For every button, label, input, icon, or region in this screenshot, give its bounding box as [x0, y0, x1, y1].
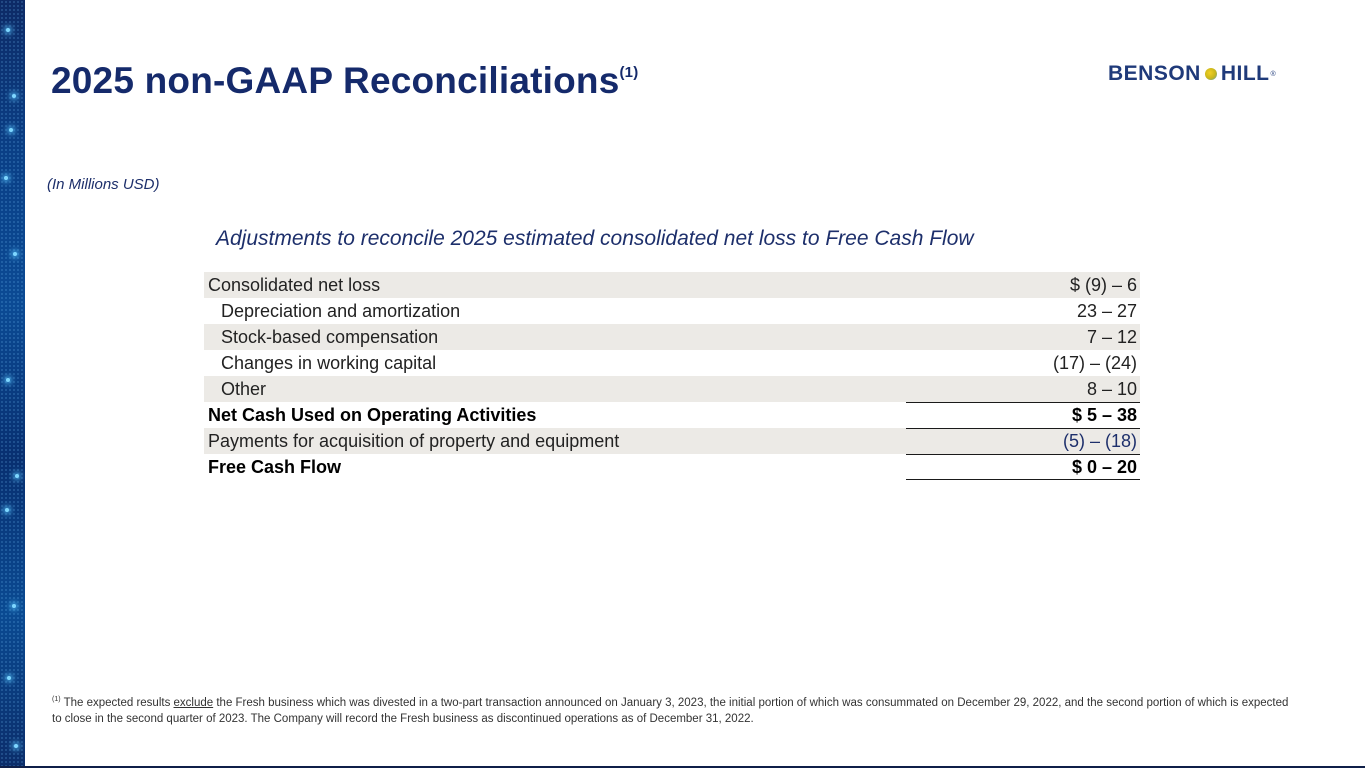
glow-dot — [7, 676, 11, 680]
table-heading: Adjustments to reconcile 2025 estimated consolidated net loss to Free Cash Flow — [216, 227, 974, 250]
glow-dot — [9, 128, 13, 132]
row-value: $ 0 – 20 — [1071, 456, 1137, 477]
row-value: 7 – 12 — [1086, 326, 1137, 347]
side-strip-dot-grid — [0, 0, 25, 766]
table-row — [204, 376, 1140, 402]
glow-dot — [6, 378, 10, 382]
glow-dot — [13, 252, 17, 256]
table-row — [204, 428, 1140, 454]
table-row — [204, 324, 1140, 350]
row-label: Changes in working capital — [221, 352, 437, 373]
glow-dot — [15, 474, 19, 478]
table-row-subtotal — [204, 402, 1140, 428]
table-row — [204, 272, 1140, 298]
footnote — [52, 692, 1292, 727]
row-label: Depreciation and amortization — [221, 300, 461, 321]
row-value: 8 – 10 — [1086, 378, 1137, 399]
row-label: Consolidated net loss — [208, 274, 381, 295]
glow-dot — [4, 176, 8, 180]
page-title-text: 2025 non-GAAP Reconciliations — [51, 60, 620, 101]
decorative-side-strip — [0, 0, 25, 766]
row-value: $ (9) – 6 — [1069, 274, 1137, 295]
row-value: (5) – (18) — [1062, 430, 1137, 451]
row-label: Other — [221, 378, 267, 399]
row-label: Payments for acquisition of property and equipment — [208, 430, 620, 451]
registered-mark: ® — [1270, 70, 1277, 78]
logo-text-left: BENSON — [1108, 62, 1201, 85]
row-label: Net Cash Used on Operating Activities — [208, 404, 537, 425]
row-value: $ 5 – 38 — [1071, 404, 1137, 425]
page-title — [51, 60, 638, 102]
footnote-text-start: The expected results — [63, 697, 174, 709]
footnote-underlined-word: exclude — [173, 697, 214, 709]
units-note: (In Millions USD) — [47, 176, 160, 193]
table-row — [204, 298, 1140, 324]
table-row — [204, 350, 1140, 376]
glow-dot — [14, 744, 18, 748]
footnote-text-rest: the Fresh business which was divested in a two-part transaction announced on January 3, 2023, the initial portion of which was consummated on December 29, 2022, and the second portion of which is expected to close in the second quarter of 2023. The Company will record the Fresh business as discontinued operations as of December 31, 2022. — [52, 697, 1289, 725]
total-top-rule — [906, 454, 1140, 455]
row-value: 23 – 27 — [1076, 300, 1137, 321]
subtotal-bottom-rule — [906, 428, 1140, 429]
title-footnote-marker: (1) — [619, 64, 639, 81]
logo-text-right: HILL — [1220, 62, 1270, 85]
row-label: Stock-based compensation — [221, 326, 439, 347]
sun-icon — [1205, 68, 1217, 80]
reconciliation-table — [204, 272, 1140, 480]
glow-dot — [6, 28, 10, 32]
glow-dot — [12, 94, 16, 98]
row-label: Free Cash Flow — [208, 456, 342, 477]
footnote-marker: (1) — [52, 696, 61, 703]
subtotal-top-rule — [906, 402, 1140, 403]
total-bottom-rule — [906, 479, 1140, 480]
glow-dot — [12, 604, 16, 608]
glow-dot — [5, 508, 9, 512]
company-logo — [1108, 62, 1276, 86]
table-row-total — [204, 454, 1140, 480]
row-value: (17) – (24) — [1052, 352, 1137, 373]
